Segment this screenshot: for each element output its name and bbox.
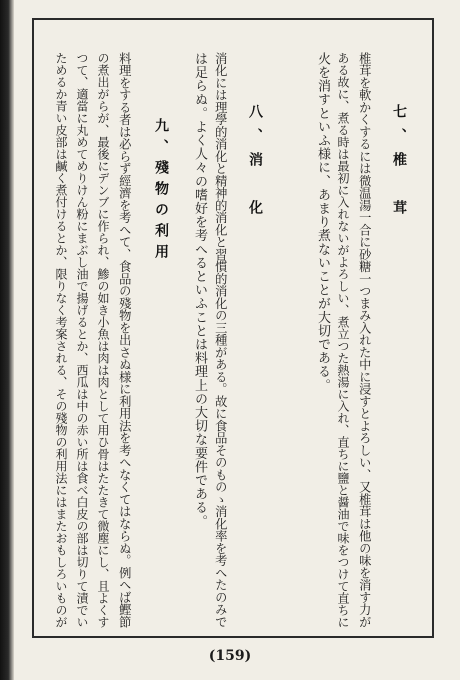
section-7-line-1: 椎茸を軟かくするには微温湯一合に砂糖一つまみ入れた中に浸すとよろしい、又椎茸は他の味を消す力が bbox=[357, 52, 372, 628]
section-7-line-2: ある故に、煮る時は最初に入れないがよろしい、煮立つた熱湯に入れ、直ちに鹽と醤油で味をつけて直ちに bbox=[336, 52, 350, 628]
page-shadow-edge bbox=[0, 0, 14, 680]
page-number: (159) bbox=[208, 648, 252, 664]
section-7-line-3: 火を消すといふ様に、あまり煮ないことが大切である。 bbox=[315, 52, 330, 392]
section-9-line-2: の煮出がらが、最後にデンブに作られ、鯵の如き小魚は肉は肉として用ひ骨はたたきて微塵にし、且よくす bbox=[96, 52, 110, 628]
section-9-line-4: ためるか青い皮部は鹹く煮付けるとか、限りなく考案される、その殘物の利用法にはまたおもしろいものが bbox=[54, 52, 68, 628]
section-9-line-1: 料理をする者は必らず經濟を考へて、食品の殘物を出さぬ様に利用法を考へなくてはならぬ。例へば鰹節 bbox=[117, 52, 132, 628]
section-8-heading: 八、消 化 bbox=[247, 104, 263, 224]
section-7-heading: 七、椎 茸 bbox=[391, 104, 407, 224]
section-9-line-3: つて、適當に丸めてめりけん粉にまぶし油で揚げるとか、西瓜は中の赤い所は食べ白皮の部は切りて漬でい bbox=[75, 52, 89, 628]
section-8-line-1: 消化には理學的消化と精神的消化と習慣的消化の三種がある。故に食品そのものゝ消化率を考へたのみで bbox=[213, 52, 228, 628]
page-border bbox=[32, 18, 434, 638]
section-9-heading: 九、殘物の利用 bbox=[153, 118, 169, 265]
section-8-line-2: は足らぬ。よく人々の嗜好を考へるといふことは料理上の大切な要件である。 bbox=[192, 52, 207, 528]
